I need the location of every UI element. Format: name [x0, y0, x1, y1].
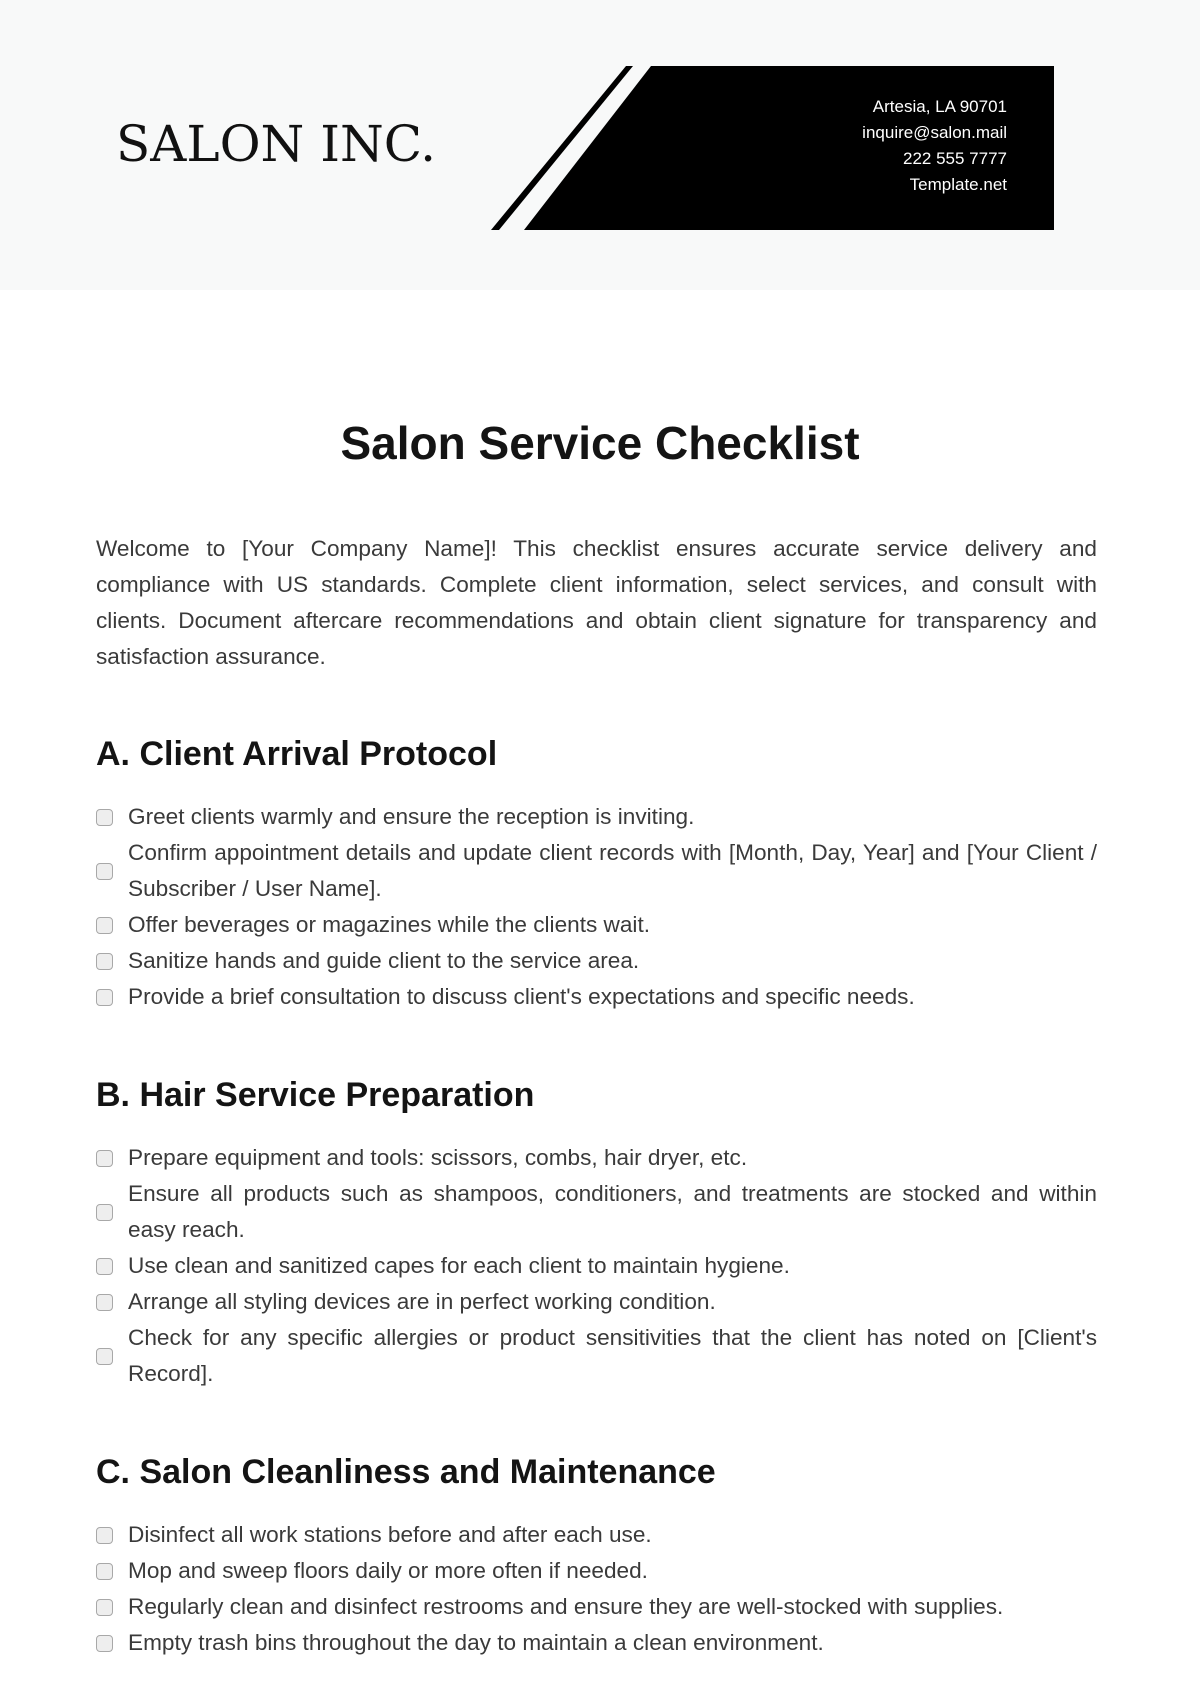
checkbox[interactable] — [96, 1204, 113, 1221]
checklist-item-text: Mop and sweep floors daily or more often if needed. — [128, 1558, 648, 1583]
contact-block — [862, 94, 1007, 198]
section-heading-client-arrival: A. Client Arrival Protocol — [96, 735, 498, 773]
checklist-item-text: Check for any specific allergies or product sensitivities that the client has noted on [Client's Record]. — [128, 1325, 1097, 1386]
checklist-item[interactable] — [96, 907, 1097, 943]
checkbox[interactable] — [96, 1258, 113, 1275]
checklist-item-text: Prepare equipment and tools: scissors, combs, hair dryer, etc. — [128, 1145, 748, 1170]
checkbox[interactable] — [96, 1599, 113, 1616]
checkbox[interactable] — [96, 989, 113, 1006]
section-heading-cleanliness: C. Salon Cleanliness and Maintenance — [96, 1453, 716, 1491]
contact-address: Artesia, LA 90701 — [872, 97, 1007, 116]
checklist-item-text: Use clean and sanitized capes for each client to maintain hygiene. — [128, 1253, 790, 1278]
checklist-item[interactable] — [96, 835, 1097, 907]
section-heading-hair-service: B. Hair Service Preparation — [96, 1076, 535, 1114]
letterhead — [0, 0, 1200, 290]
checklist-item-text: Arrange all styling devices are in perfect working condition. — [128, 1289, 716, 1314]
checklist-item-text: Empty trash bins throughout the day to maintain a clean environment. — [128, 1630, 824, 1655]
contact-website[interactable]: Template.net — [909, 175, 1007, 194]
checklist-item[interactable] — [96, 979, 1097, 1015]
checkbox[interactable] — [96, 809, 113, 826]
checklist-item[interactable] — [96, 943, 1097, 979]
checklist-item-text: Sanitize hands and guide client to the service area. — [128, 948, 640, 973]
checklist-item[interactable] — [96, 1589, 1097, 1625]
company-logo: SALON INC. — [116, 115, 437, 173]
checklist-item[interactable] — [96, 1553, 1097, 1589]
checklist-item-text: Provide a brief consultation to discuss client's expectations and specific needs. — [128, 984, 915, 1009]
checklist-item-text: Offer beverages or magazines while the clients wait. — [128, 912, 651, 937]
checkbox[interactable] — [96, 1348, 113, 1365]
checklist-client-arrival — [96, 799, 1097, 1015]
checklist-item-text: Regularly clean and disinfect restrooms and ensure they are well-stocked with supplies. — [128, 1594, 1004, 1619]
checklist-item-text: Greet clients warmly and ensure the reception is inviting. — [128, 804, 695, 829]
contact-phone[interactable]: 222 555 7777 — [903, 149, 1007, 168]
intro-paragraph: Welcome to [Your Company Name]! This checklist ensures accurate service delivery and compliance with US standards. Complete client information, select services, and consult with clients. Document aftercare recommendations and obtain client signature for transparency and satisfaction assurance. — [96, 536, 1097, 669]
checklist-item[interactable] — [96, 1248, 1097, 1284]
checkbox[interactable] — [96, 863, 113, 880]
checklist-item[interactable] — [96, 1625, 1097, 1661]
header-banner-graphic — [0, 0, 1200, 290]
checkbox[interactable] — [96, 1150, 113, 1167]
checkbox[interactable] — [96, 917, 113, 934]
checklist-item-text: Disinfect all work stations before and after each use. — [128, 1522, 652, 1547]
checklist-item[interactable] — [96, 1284, 1097, 1320]
checkbox[interactable] — [96, 1294, 113, 1311]
checklist-cleanliness — [96, 1517, 1097, 1661]
checklist-item[interactable] — [96, 1176, 1097, 1248]
checklist-item[interactable] — [96, 1320, 1097, 1392]
checkbox[interactable] — [96, 953, 113, 970]
checklist-item-text: Confirm appointment details and update client records with [Month, Day, Year] and [Your Client / Subscriber / User Name]. — [128, 840, 1097, 901]
checklist-item[interactable] — [96, 1140, 1097, 1176]
checkbox[interactable] — [96, 1563, 113, 1580]
checklist-hair-service — [96, 1140, 1097, 1392]
document-title: Salon Service Checklist — [340, 417, 860, 469]
checklist-item[interactable] — [96, 799, 1097, 835]
checklist-item-text: Ensure all products such as shampoos, conditioners, and treatments are stocked and within easy reach. — [128, 1181, 1097, 1242]
contact-email[interactable]: inquire@salon.mail — [862, 123, 1007, 142]
checkbox[interactable] — [96, 1635, 113, 1652]
checkbox[interactable] — [96, 1527, 113, 1544]
checklist-item[interactable] — [96, 1517, 1097, 1553]
